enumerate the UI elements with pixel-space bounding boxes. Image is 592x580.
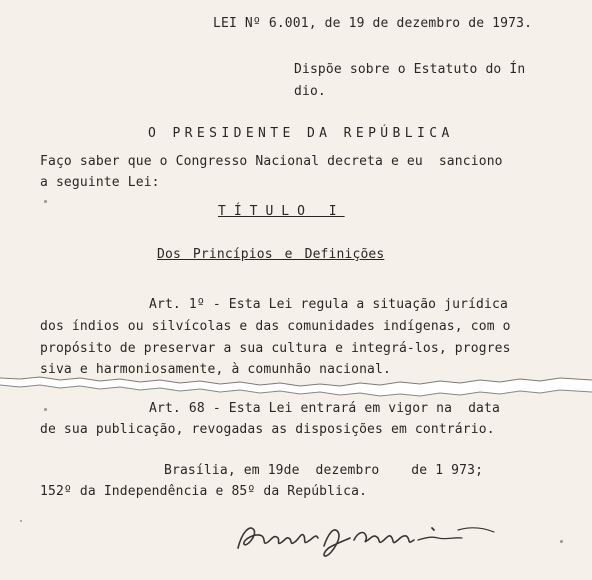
enactment-line-2: a seguinte Lei: — [40, 175, 160, 190]
title-heading: TÍTULO I — [218, 204, 345, 219]
ementa-line-1: Dispõe sobre o Estatuto do Ín — [294, 62, 526, 77]
handwritten-signature — [232, 510, 502, 560]
paper-speck — [44, 200, 47, 203]
chapter-subtitle: Dos Princípios e Definições — [157, 247, 385, 262]
article-68-line-1: Art. 68 - Esta Lei entrará em vigor na data — [149, 401, 500, 416]
enactment-line-1: Faço saber que o Congresso Nacional decreta e eu sanciono — [40, 154, 503, 169]
article-68-line-2: de sua publicação, revogadas as disposições em contrário. — [40, 422, 495, 437]
article-1-line-2: dos índios ou silvícolas e das comunidades indígenas, com o — [40, 319, 511, 334]
paper-speck — [560, 540, 563, 543]
article-1-line-4: siva e harmoniosamente, à comunhão nacional. — [40, 362, 391, 377]
date-place-line: Brasília, em 19de dezembro de 1 973; — [164, 463, 484, 478]
paper-speck — [44, 408, 47, 411]
torn-paper-divider — [0, 372, 592, 400]
independence-years-line: 152º da Independência e 85º da República. — [40, 484, 368, 499]
paper-speck — [20, 520, 22, 522]
president-heading: O PRESIDENTE DA REPÚBLICA — [148, 126, 454, 141]
ementa-line-2: dio. — [294, 84, 326, 99]
article-1-line-1: Art. 1º - Esta Lei regula a situação jurídica — [149, 297, 508, 312]
article-1-line-3: propósito de preservar a sua cultura e integrá-los, progres — [40, 341, 511, 356]
law-heading: LEI Nº 6.001, de 19 de dezembro de 1973. — [213, 16, 533, 31]
